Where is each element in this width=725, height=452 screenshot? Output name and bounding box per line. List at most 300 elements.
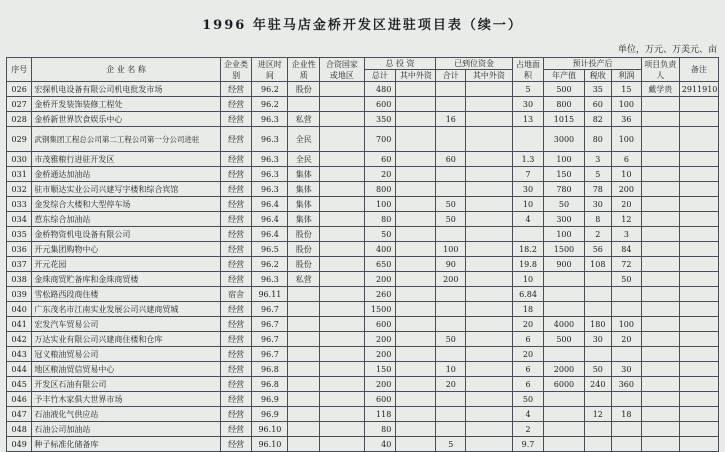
- cell-region: [320, 287, 364, 302]
- cell-inv-foreign: [396, 407, 436, 422]
- cell-time: 96.3: [252, 182, 288, 197]
- cell-inv-total: 80: [364, 422, 396, 437]
- cell-region: [320, 257, 364, 272]
- cell-region: [320, 152, 364, 167]
- cell-name: 市茂雅粮行进驻开发区: [32, 152, 220, 167]
- cell-inv-total: 60: [364, 152, 396, 167]
- cell-type: 经营: [220, 332, 252, 347]
- cell-profit: 3: [612, 227, 642, 242]
- cell-tax: 78: [584, 182, 612, 197]
- cell-type: 经营: [220, 212, 252, 227]
- cell-tax: 82: [584, 112, 612, 127]
- cell-name: 宏探机电设备有限公司机电批发市场: [32, 82, 220, 97]
- cell-fund-total: [436, 227, 466, 242]
- cell-output: 50: [544, 197, 584, 212]
- cell-tax: 80: [584, 127, 612, 152]
- cell-seq: 032: [7, 182, 32, 197]
- cell-note: [679, 242, 718, 257]
- cell-output: 1500: [544, 242, 584, 257]
- cell-region: [320, 167, 364, 182]
- cell-inv-total: 100: [364, 197, 396, 212]
- cell-fund-total: 200: [436, 272, 466, 287]
- cell-name: 石油液化气供应站: [32, 407, 220, 422]
- cell-nature: [288, 407, 320, 422]
- cell-note: [679, 287, 718, 302]
- cell-leader: [641, 407, 679, 422]
- cell-profit: 72: [612, 257, 642, 272]
- cell-fund-foreign: [466, 422, 513, 437]
- cell-type: 经营: [220, 392, 252, 407]
- cell-fund-foreign: [466, 127, 513, 152]
- cell-tax: 2: [584, 227, 612, 242]
- cell-seq: 029: [7, 127, 32, 152]
- cell-tax: [584, 422, 612, 437]
- cell-type: 经营: [220, 407, 252, 422]
- header-invest: 总 投 资: [364, 58, 436, 70]
- cell-time: 96.2: [252, 82, 288, 97]
- cell-leader: [641, 197, 679, 212]
- cell-seq: 040: [7, 302, 32, 317]
- cell-inv-foreign: [396, 362, 436, 377]
- cell-inv-total: 350: [364, 112, 396, 127]
- cell-area: 20: [512, 347, 544, 362]
- cell-fund-foreign: [466, 242, 513, 257]
- cell-area: 6: [512, 377, 544, 392]
- cell-fund-foreign: [466, 392, 513, 407]
- cell-time: 96.7: [252, 317, 288, 332]
- cell-output: 500: [544, 332, 584, 347]
- cell-profit: 15: [612, 82, 642, 97]
- cell-inv-total: 600: [364, 317, 396, 332]
- cell-profit: 12: [612, 212, 642, 227]
- cell-fund-foreign: [466, 82, 513, 97]
- cell-time: 96.7: [252, 302, 288, 317]
- table-row: [7, 197, 719, 212]
- cell-time: 96.10: [252, 422, 288, 437]
- cell-region: [320, 127, 364, 152]
- cell-type: 经营: [220, 182, 252, 197]
- cell-note: [679, 257, 718, 272]
- cell-note: [679, 362, 718, 377]
- cell-leader: [641, 422, 679, 437]
- cell-inv-total: 200: [364, 272, 396, 287]
- cell-tax: [584, 302, 612, 317]
- cell-name: 石油公司加油站: [32, 422, 220, 437]
- cell-type: 经营: [220, 422, 252, 437]
- cell-fund-total: [436, 407, 466, 422]
- cell-fund-total: [436, 317, 466, 332]
- cell-fund-total: 5: [436, 437, 466, 452]
- table-row: [7, 317, 719, 332]
- cell-time: 96.5: [252, 242, 288, 257]
- cell-profit: 6: [612, 152, 642, 167]
- cell-seq: 036: [7, 242, 32, 257]
- table-row: [7, 152, 719, 167]
- cell-note: [679, 112, 718, 127]
- cell-output: [544, 347, 584, 362]
- cell-inv-total: 600: [364, 97, 396, 112]
- cell-seq: 041: [7, 317, 32, 332]
- cell-profit: [612, 287, 642, 302]
- cell-region: [320, 422, 364, 437]
- cell-tax: [584, 392, 612, 407]
- cell-inv-foreign: [396, 377, 436, 392]
- cell-inv-foreign: [396, 422, 436, 437]
- cell-nature: [288, 332, 320, 347]
- cell-time: 96.2: [252, 257, 288, 272]
- cell-profit: 360: [612, 377, 642, 392]
- cell-area: 50: [512, 392, 544, 407]
- cell-output: [544, 422, 584, 437]
- cell-area: 4: [512, 407, 544, 422]
- cell-type: 经营: [220, 97, 252, 112]
- cell-fund-foreign: [466, 167, 513, 182]
- cell-inv-total: 20: [364, 167, 396, 182]
- cell-output: 900: [544, 257, 584, 272]
- cell-type: 经营: [220, 127, 252, 152]
- table-row: [7, 242, 719, 257]
- cell-fund-total: [436, 182, 466, 197]
- header-leader: 项目负责人: [641, 58, 679, 82]
- cell-note: [679, 152, 718, 167]
- cell-region: [320, 347, 364, 362]
- cell-inv-total: 80: [364, 212, 396, 227]
- cell-tax: 3: [584, 152, 612, 167]
- cell-inv-foreign: [396, 317, 436, 332]
- cell-area: 10: [512, 197, 544, 212]
- cell-profit: 18: [612, 407, 642, 422]
- cell-tax: 30: [584, 197, 612, 212]
- cell-region: [320, 97, 364, 112]
- cell-nature: [288, 302, 320, 317]
- cell-inv-foreign: [396, 152, 436, 167]
- cell-output: [544, 302, 584, 317]
- cell-seq: 037: [7, 257, 32, 272]
- cell-output: 1015: [544, 112, 584, 127]
- cell-tax: 108: [584, 257, 612, 272]
- cell-inv-total: 700: [364, 127, 396, 152]
- cell-fund-total: [436, 97, 466, 112]
- cell-name: 开发区石油有限公司: [32, 377, 220, 392]
- cell-leader: [641, 392, 679, 407]
- cell-tax: 240: [584, 377, 612, 392]
- cell-note: [679, 422, 718, 437]
- cell-leader: [641, 362, 679, 377]
- header-tax: 税收: [584, 70, 612, 82]
- cell-fund-total: 60: [436, 152, 466, 167]
- cell-seq: 027: [7, 97, 32, 112]
- cell-inv-foreign: [396, 197, 436, 212]
- cell-inv-foreign: [396, 82, 436, 97]
- cell-output: [544, 407, 584, 422]
- cell-nature: 私营: [288, 272, 320, 287]
- cell-name: 惹东综合加油站: [32, 212, 220, 227]
- cell-region: [320, 242, 364, 257]
- table-row: [7, 182, 719, 197]
- header-expected: 预计投产后: [544, 58, 641, 70]
- cell-type: 经营: [220, 257, 252, 272]
- cell-output: 2000: [544, 362, 584, 377]
- cell-nature: 全民: [288, 127, 320, 152]
- cell-note: [679, 317, 718, 332]
- cell-inv-foreign: [396, 257, 436, 272]
- cell-nature: 全民: [288, 152, 320, 167]
- cell-time: 96.4: [252, 197, 288, 212]
- cell-region: [320, 182, 364, 197]
- header-name: 企 业 名 称: [32, 58, 220, 82]
- cell-name: 武钢集团工程总公司第二工程公司第一分公司进驻: [32, 127, 220, 152]
- cell-leader: [641, 287, 679, 302]
- cell-tax: [584, 272, 612, 287]
- cell-leader: 戴学贵: [641, 82, 679, 97]
- cell-inv-foreign: [396, 287, 436, 302]
- cell-fund-total: [436, 82, 466, 97]
- cell-tax: 35: [584, 82, 612, 97]
- cell-leader: [641, 152, 679, 167]
- cell-tax: [584, 287, 612, 302]
- cell-tax: [584, 347, 612, 362]
- table-row: [7, 97, 719, 112]
- cell-nature: [288, 377, 320, 392]
- cell-inv-total: 400: [364, 242, 396, 257]
- cell-type: 经营: [220, 197, 252, 212]
- cell-note: [679, 392, 718, 407]
- cell-type: 经营: [220, 227, 252, 242]
- cell-type: 经营: [220, 82, 252, 97]
- cell-region: [320, 227, 364, 242]
- cell-fund-foreign: [466, 212, 513, 227]
- header-funded: 已到位资金: [436, 58, 512, 70]
- cell-name: 金桥物资机电设备有限公司: [32, 227, 220, 242]
- cell-fund-foreign: [466, 377, 513, 392]
- cell-fund-total: [436, 422, 466, 437]
- cell-profit: 50: [612, 272, 642, 287]
- cell-profit: [612, 422, 642, 437]
- table-row: [7, 112, 719, 127]
- cell-note: [679, 127, 718, 152]
- cell-fund-total: [436, 302, 466, 317]
- cell-time: 96.3: [252, 167, 288, 182]
- cell-output: [544, 287, 584, 302]
- table-row: [7, 272, 719, 287]
- cell-inv-total: 200: [364, 332, 396, 347]
- cell-area: 5: [512, 82, 544, 97]
- cell-area: 13: [512, 112, 544, 127]
- cell-fund-total: [436, 392, 466, 407]
- cell-inv-total: 1500: [364, 302, 396, 317]
- cell-inv-total: 200: [364, 377, 396, 392]
- cell-inv-total: 40: [364, 437, 396, 452]
- cell-inv-foreign: [396, 182, 436, 197]
- cell-leader: [641, 112, 679, 127]
- cell-region: [320, 392, 364, 407]
- cell-output: 4000: [544, 317, 584, 332]
- cell-name: 地区粮油贸信贸易中心: [32, 362, 220, 377]
- cell-fund-total: [436, 347, 466, 362]
- cell-area: 1.3: [512, 152, 544, 167]
- cell-inv-foreign: [396, 212, 436, 227]
- table-row: [7, 347, 719, 362]
- cell-seq: 046: [7, 392, 32, 407]
- table-row: [7, 407, 719, 422]
- cell-nature: 股份: [288, 242, 320, 257]
- cell-area: [512, 227, 544, 242]
- cell-tax: 12: [584, 407, 612, 422]
- cell-profit: 100: [612, 127, 642, 152]
- cell-area: 2: [512, 422, 544, 437]
- table-row: [7, 227, 719, 242]
- cell-profit: 20: [612, 197, 642, 212]
- cell-seq: 043: [7, 347, 32, 362]
- header-nature: 企业性质: [288, 58, 320, 82]
- cell-tax: 50: [584, 362, 612, 377]
- cell-time: 96.8: [252, 377, 288, 392]
- table-row: [7, 332, 719, 347]
- cell-region: [320, 377, 364, 392]
- cell-name: 广东茂名市江南实业发展公司兴建商贸城: [32, 302, 220, 317]
- cell-inv-total: 50: [364, 227, 396, 242]
- cell-leader: [641, 272, 679, 287]
- cell-type: 经营: [220, 362, 252, 377]
- cell-time: 96.9: [252, 392, 288, 407]
- cell-area: 4: [512, 212, 544, 227]
- cell-leader: [641, 302, 679, 317]
- header-time: 进区时间: [252, 58, 288, 82]
- cell-fund-foreign: [466, 332, 513, 347]
- cell-name: 开元集团购物中心: [32, 242, 220, 257]
- cell-type: 经营: [220, 242, 252, 257]
- cell-type: 经营: [220, 317, 252, 332]
- cell-profit: 30: [612, 362, 642, 377]
- cell-tax: 180: [584, 317, 612, 332]
- cell-profit: 20: [612, 332, 642, 347]
- cell-leader: [641, 242, 679, 257]
- cell-name: 金珠商贸贮备库和金珠商贸楼: [32, 272, 220, 287]
- cell-type: 经营: [220, 112, 252, 127]
- cell-fund-foreign: [466, 197, 513, 212]
- cell-nature: 集体: [288, 212, 320, 227]
- cell-type: 经营: [220, 377, 252, 392]
- table-row: [7, 302, 719, 317]
- header-type: 企业类别: [220, 58, 252, 82]
- cell-leader: [641, 317, 679, 332]
- cell-fund-foreign: [466, 317, 513, 332]
- cell-inv-foreign: [396, 167, 436, 182]
- cell-note: [679, 212, 718, 227]
- cell-inv-foreign: [396, 112, 436, 127]
- cell-profit: [612, 392, 642, 407]
- cell-output: 780: [544, 182, 584, 197]
- cell-fund-foreign: [466, 182, 513, 197]
- cell-fund-total: 16: [436, 112, 466, 127]
- cell-name: 金桥新世界饮食娱乐中心: [32, 112, 220, 127]
- cell-nature: [288, 422, 320, 437]
- cell-time: 96.3: [252, 112, 288, 127]
- cell-area: 6: [512, 332, 544, 347]
- cell-region: [320, 272, 364, 287]
- cell-region: [320, 332, 364, 347]
- cell-output: [544, 392, 584, 407]
- cell-fund-foreign: [466, 152, 513, 167]
- cell-fund-foreign: [466, 302, 513, 317]
- cell-inv-total: 200: [364, 347, 396, 362]
- cell-fund-total: 100: [436, 242, 466, 257]
- cell-seq: 034: [7, 212, 32, 227]
- header-area: 占地面积: [512, 58, 544, 82]
- cell-seq: 049: [7, 437, 32, 452]
- cell-area: 9.7: [512, 437, 544, 452]
- cell-fund-total: [436, 167, 466, 182]
- cell-output: 500: [544, 82, 584, 97]
- cell-name: 冠义粮油贸易公司: [32, 347, 220, 362]
- cell-leader: [641, 377, 679, 392]
- cell-seq: 026: [7, 82, 32, 97]
- cell-output: 6000: [544, 377, 584, 392]
- cell-nature: 股份: [288, 227, 320, 242]
- cell-type: 经营: [220, 272, 252, 287]
- cell-type: 经营: [220, 152, 252, 167]
- cell-leader: [641, 227, 679, 242]
- cell-time: 96.3: [252, 152, 288, 167]
- cell-region: [320, 212, 364, 227]
- cell-inv-foreign: [396, 242, 436, 257]
- cell-fund-total: [436, 127, 466, 152]
- cell-seq: 031: [7, 167, 32, 182]
- cell-time: 96.8: [252, 362, 288, 377]
- cell-seq: 028: [7, 112, 32, 127]
- cell-seq: 047: [7, 407, 32, 422]
- cell-output: 300: [544, 212, 584, 227]
- cell-note: [679, 272, 718, 287]
- cell-note: [679, 302, 718, 317]
- cell-fund-foreign: [466, 407, 513, 422]
- cell-profit: [612, 347, 642, 362]
- cell-leader: [641, 127, 679, 152]
- cell-region: [320, 317, 364, 332]
- cell-fund-foreign: [466, 97, 513, 112]
- cell-nature: [288, 317, 320, 332]
- cell-note: [679, 197, 718, 212]
- cell-inv-total: 150: [364, 362, 396, 377]
- cell-seq: 030: [7, 152, 32, 167]
- cell-region: [320, 82, 364, 97]
- cell-tax: 60: [584, 97, 612, 112]
- cell-profit: 36: [612, 112, 642, 127]
- cell-seq: 045: [7, 377, 32, 392]
- table-row: [7, 212, 719, 227]
- cell-inv-total: 480: [364, 82, 396, 97]
- cell-time: 96.7: [252, 332, 288, 347]
- cell-area: 7: [512, 167, 544, 182]
- cell-region: [320, 407, 364, 422]
- cell-nature: [288, 97, 320, 112]
- cell-inv-foreign: [396, 227, 436, 242]
- cell-area: 6.84: [512, 287, 544, 302]
- header-invest-total: 总计: [364, 70, 396, 82]
- cell-nature: 集体: [288, 167, 320, 182]
- cell-note: 2911910: [679, 82, 718, 97]
- cell-region: [320, 112, 364, 127]
- cell-leader: [641, 167, 679, 182]
- header-output: 年产值: [544, 70, 584, 82]
- cell-inv-total: 118: [364, 407, 396, 422]
- cell-fund-foreign: [466, 362, 513, 377]
- cell-nature: [288, 392, 320, 407]
- cell-inv-foreign: [396, 97, 436, 112]
- cell-note: [679, 97, 718, 112]
- cell-output: [544, 272, 584, 287]
- cell-leader: [641, 257, 679, 272]
